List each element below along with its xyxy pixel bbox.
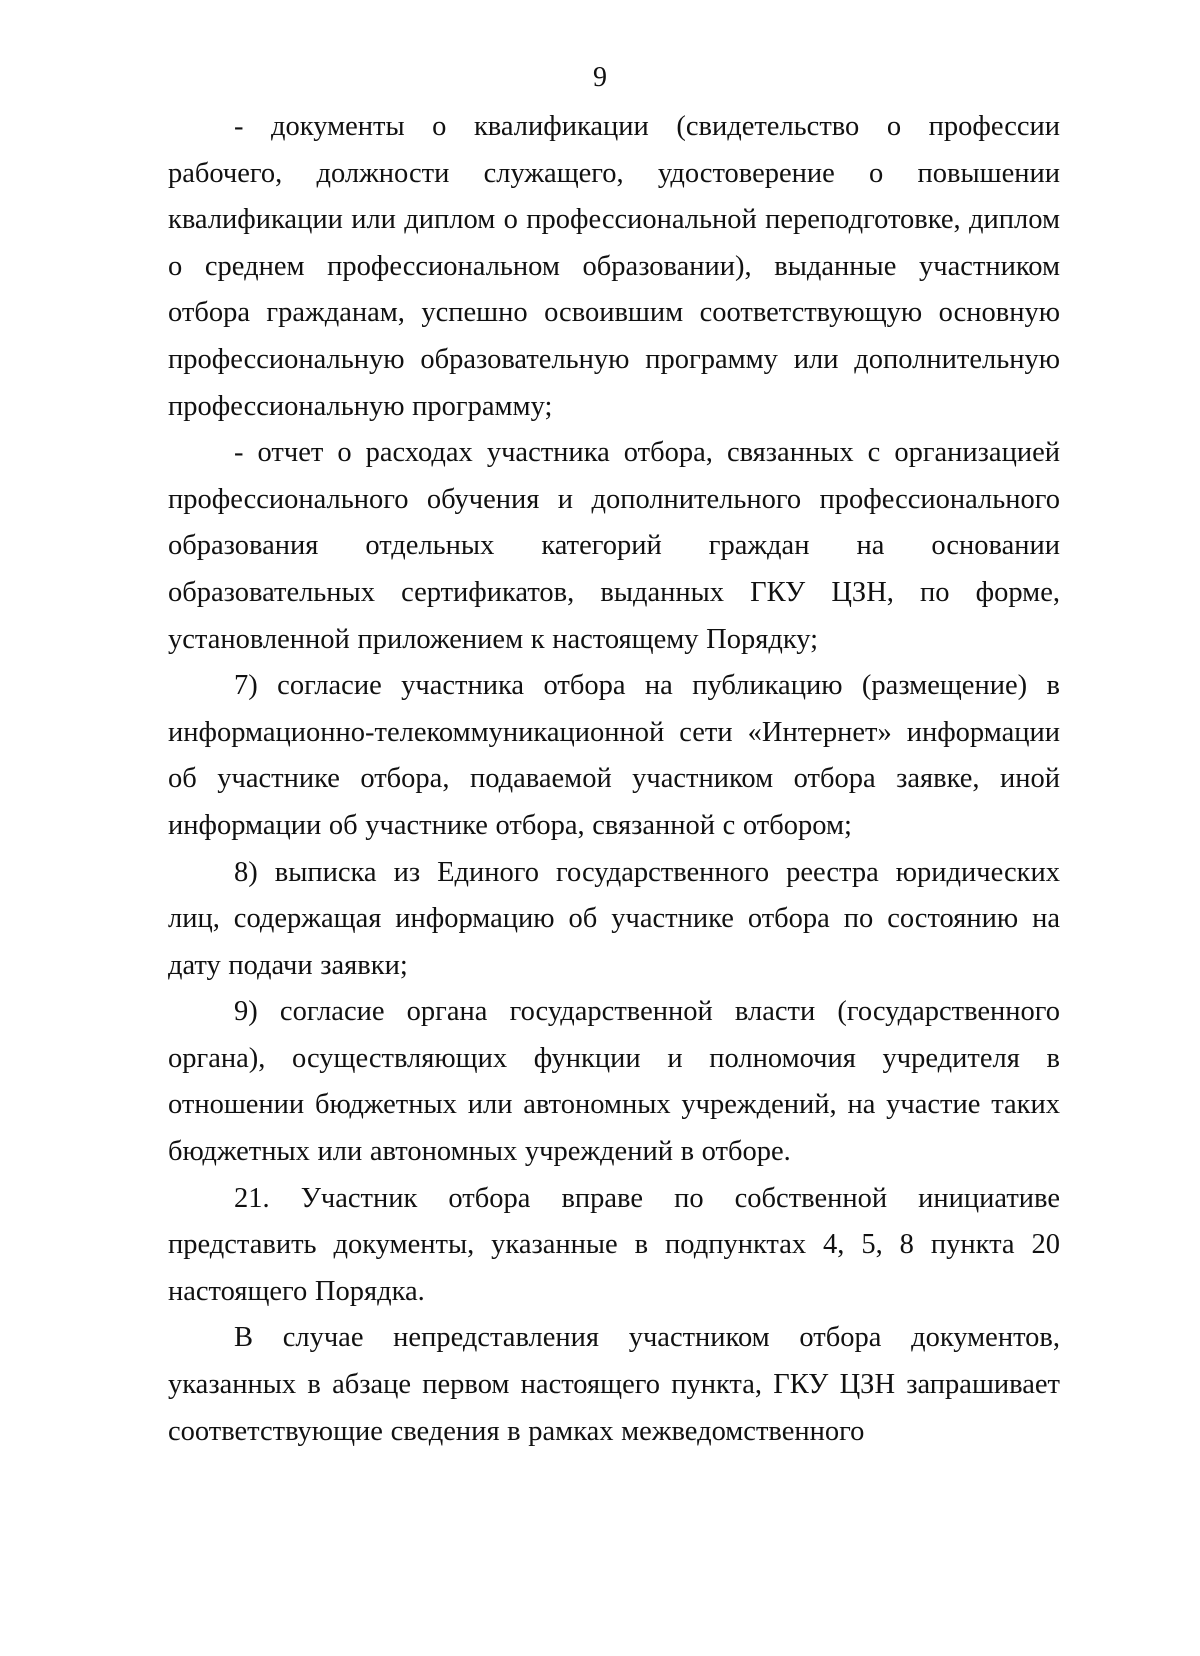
document-body xyxy=(168,104,1060,1455)
paragraph-item-7-consent-publication: 7) согласие участника отбора на публикацию (размещение) в информационно-телекоммуникационной сети «Интернет» информации об участнике отбора, подаваемой участником отбора заявке, иной информации об участнике отбора, связанной с отбором; xyxy=(168,670,1060,841)
paragraph-clause-21: 21. Участник отбора вправе по собственной инициативе представить документы, указанные в подпунктах 4, 5, 8 пункта 20 настоящего Порядка. xyxy=(168,1182,1060,1307)
paragraph-item-9-authority-consent: 9) согласие органа государственной власти (государственного органа), осуществляющих функции и полномочия учредителя в отношении бюджетных или автономных учреждений, на участие таких бюджетных или автономных учреждений в отборе. xyxy=(168,996,1060,1168)
paragraph-item-8-registry-extract: 8) выписка из Единого государственного реестра юридических лиц, содержащая информацию об участнике отбора по состоянию на дату подачи заявки; xyxy=(168,856,1060,981)
paragraph-expense-report: - отчет о расходах участника отбора, связанных с организацией профессионального обучения и дополнительного профессионального образования отдельных категорий граждан на основании образовательных сертификатов, выданных ГКУ ЦЗН, по форме, установленной приложением к настоящему Порядку; xyxy=(168,437,1060,655)
page-number: 9 xyxy=(593,62,607,93)
paragraph-qualification-documents: - документы о квалификации (свидетельство о профессии рабочего, должности служащего, удостоверение о повышении квалификации или диплом о профессиональной переподготовке, диплом о среднем профессиональном образовании), выданные участником отбора гражданам, успешно освоившим соответствующую основную профессиональную образовательную программу или дополнительную профессиональную программу; xyxy=(168,111,1060,422)
paragraph-non-submission: В случае непредставления участником отбора документов, указанных в абзаце первом настоящего пункта, ГКУ ЦЗН запрашивает соответствующие сведения в рамках межведомственного xyxy=(168,1322,1060,1447)
